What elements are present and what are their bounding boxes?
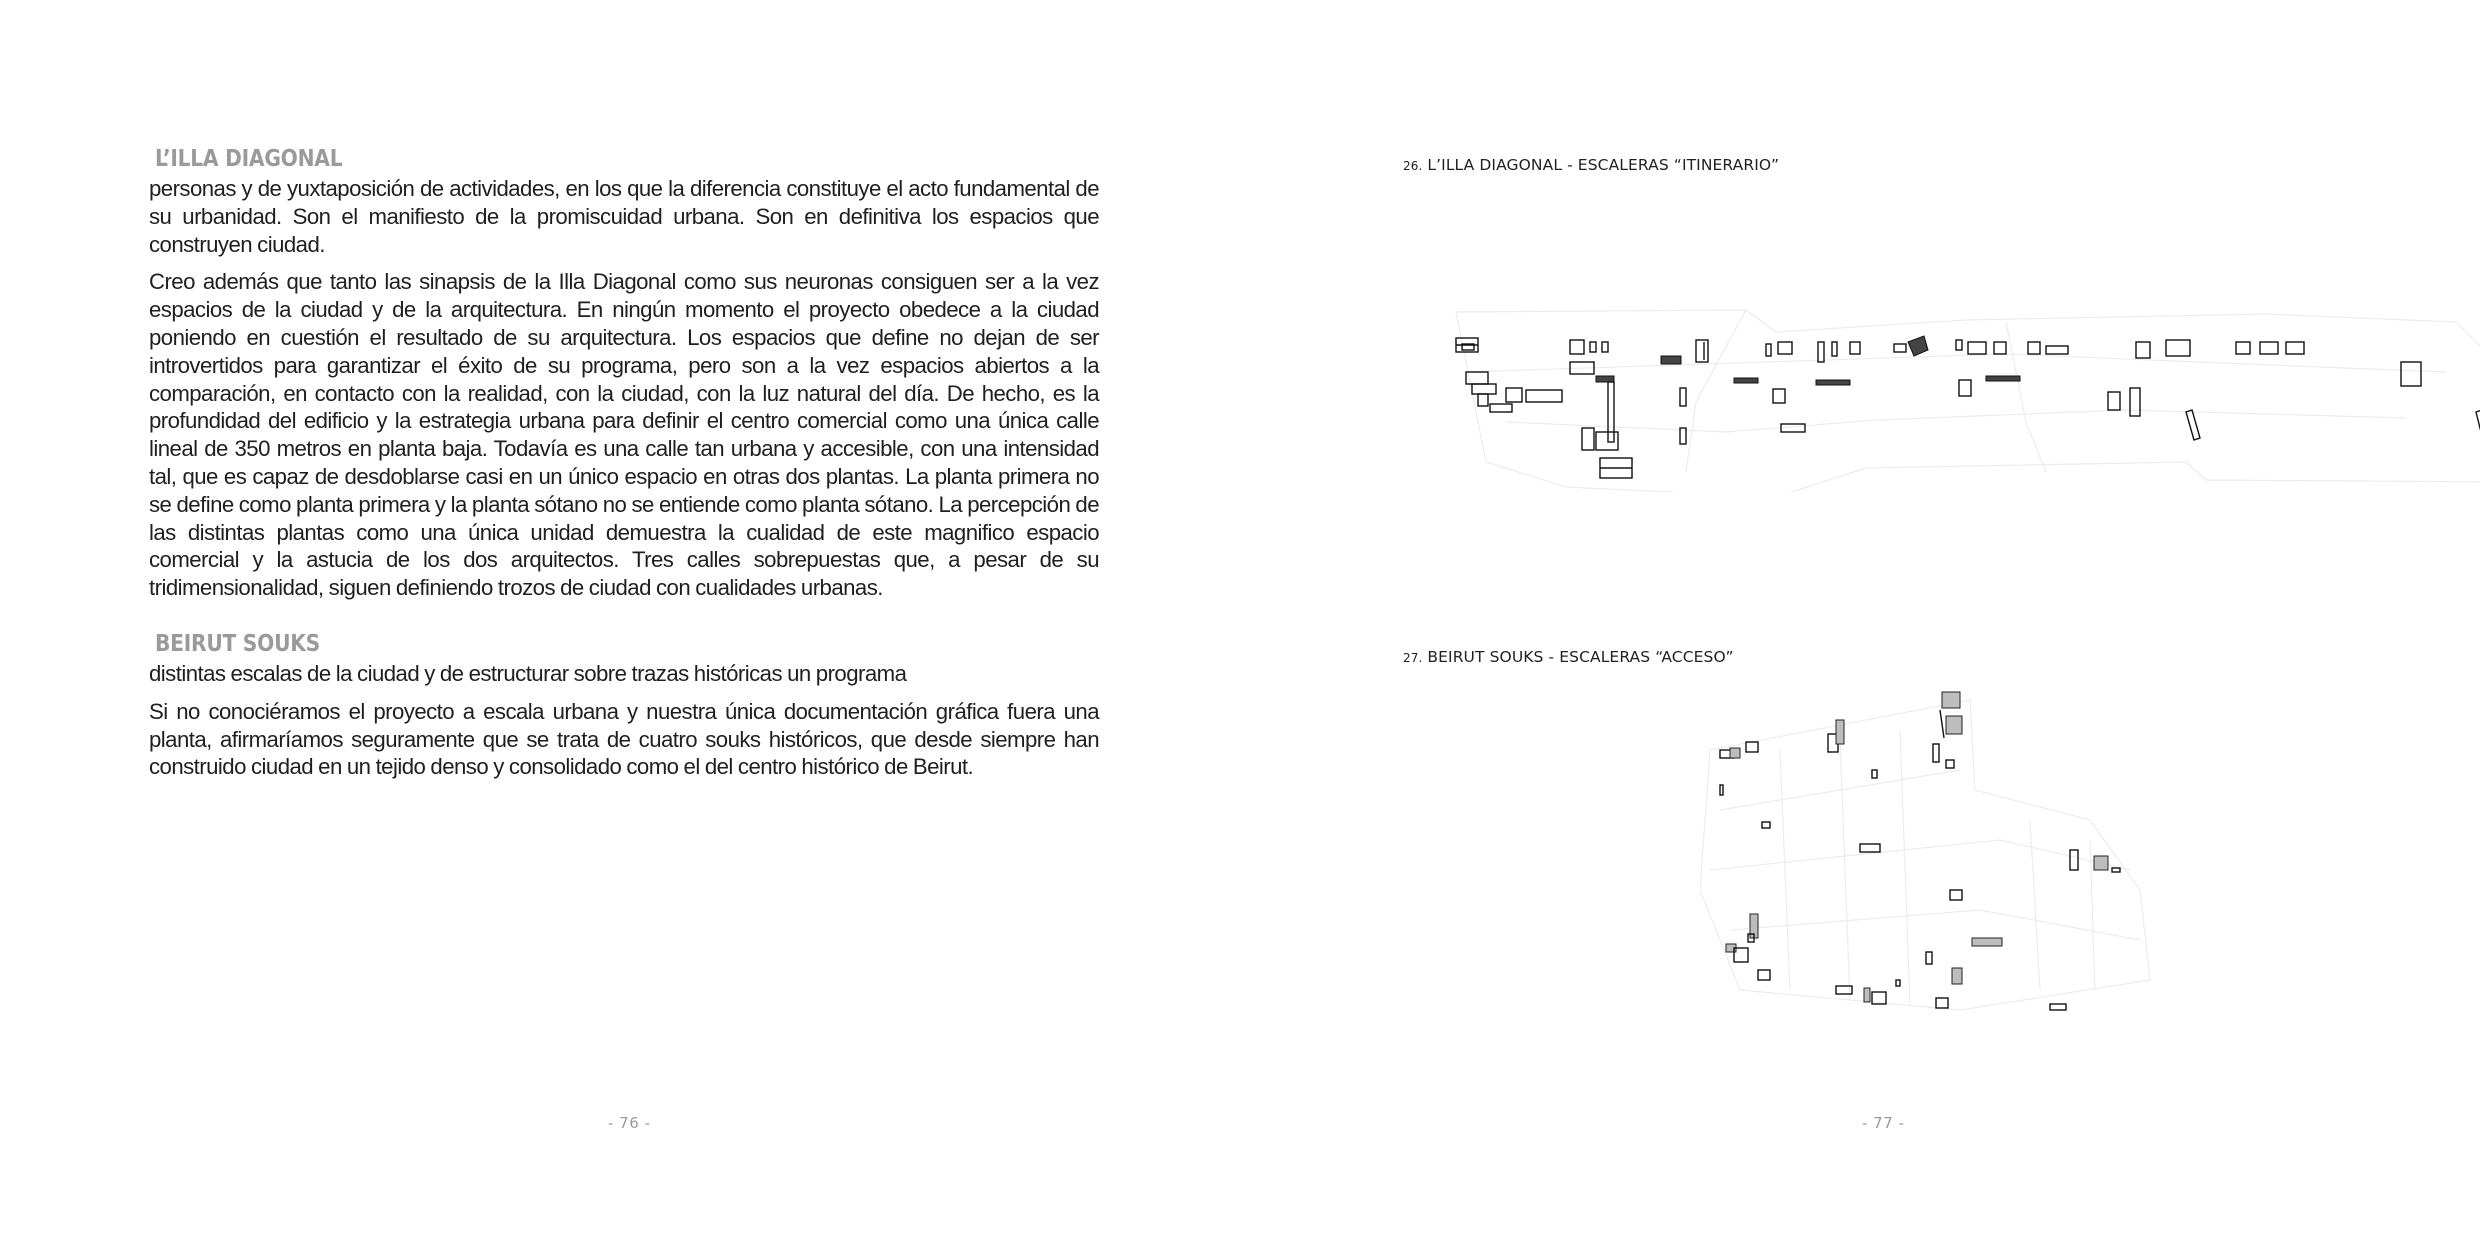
right-page xyxy=(1240,0,2480,1240)
stair-mark xyxy=(1959,380,1971,396)
stair-mark xyxy=(1748,914,1758,942)
paragraph: Creo además que tanto las sinapsis de la Illa Diagonal como sus neuronas consiguen ser a la vez espacios de la ciudad y de la arquitectura. En ningún momento el proyecto obedece a la ciudad poniendo en cuestión el resultado de su arquitectura. Los espacios que define no dejan de ser introvertidos para garantizar el éxito de su programa, pero son a la vez espacios abiertos a la comparación, en contacto con la realidad, con la ciudad, con la luz natural del día. De hecho, es la profundidad del edificio y la estrategia urbana para definir el centro comercial como una única calle lineal de 350 metros en planta baja. Todavía es una calle tan urbana y accesible, con una intensidad tal, que es capaz de desdoblarse casi en un único espacio en otras dos plantas. La planta primera no se define como planta primera y la planta sótano no se entiende como planta sótano. La percepción de las distintas plantas como una única unidad demuestra la cualidad de este magnifico espacio comercial y la astucia de los dos arquitectos. Tres calles sobrepuestas que, a pesar de su tridimensionalidad, siguen definiendo trozos de ciudad con cualidades urbanas. xyxy=(149,269,1099,601)
section-beirut-souks xyxy=(149,628,1099,781)
stair-mark xyxy=(1864,988,1886,1004)
stair-mark xyxy=(2050,1004,2066,1010)
stair-mark xyxy=(1726,944,1748,962)
stair-mark xyxy=(1940,692,1962,738)
section-illa-diagonal xyxy=(149,143,1099,602)
stair-mark xyxy=(1582,376,1618,450)
stair-mark xyxy=(2476,410,2480,476)
figure-number: 27. xyxy=(1403,651,1423,665)
stair-mark xyxy=(1986,376,2020,381)
paragraph: personas y de yuxtaposición de actividades, en los que la diferencia constituye el acto fundamental de su urbanidad. Son el manifiesto de la promiscuidad urbana. Son en definitiva los espacios que construyen ciudad. xyxy=(149,176,1099,257)
stair-mark xyxy=(1762,822,1770,828)
figure-caption-text: L’ILLA DIAGONAL - ESCALERAS “ITINERARIO” xyxy=(1427,156,1780,174)
text-column xyxy=(149,143,1099,791)
stair-mark xyxy=(1758,970,1770,980)
stair-mark xyxy=(1894,336,1928,356)
staircase-plan-drawing xyxy=(1700,690,2200,1030)
stair-mark xyxy=(1781,424,1805,432)
stair-mark xyxy=(2070,850,2120,872)
stair-mark xyxy=(1896,980,1900,986)
stair-mark xyxy=(1720,785,1723,795)
stair-mark xyxy=(1860,844,1880,852)
stair-mark xyxy=(1933,744,1954,768)
figure-caption xyxy=(1403,156,1779,174)
paragraph: distintas escalas de la ciudad y de estructurar sobre trazas históricas un programa xyxy=(149,660,907,686)
staircase-plan-drawing xyxy=(1446,292,2480,492)
stair-mark xyxy=(1872,770,1877,778)
section-heading: BEIRUT SOUKS xyxy=(155,630,320,657)
stair-mark xyxy=(1734,378,1758,383)
stair-mark xyxy=(2401,362,2421,386)
stair-mark xyxy=(2136,340,2190,358)
figure-caption-text: BEIRUT SOUKS - ESCALERAS “ACCESO” xyxy=(1427,648,1734,666)
stair-mark xyxy=(2186,410,2200,440)
section-heading: L’ILLA DIAGONAL xyxy=(155,146,343,172)
figure-illa-diagonal-stairs-plan xyxy=(1446,292,2480,492)
stair-mark xyxy=(1952,968,1962,984)
stair-mark xyxy=(1600,458,1632,478)
stair-mark xyxy=(1466,372,1562,412)
page-number: - 77 - xyxy=(1862,1114,1905,1132)
stair-mark xyxy=(1456,338,1478,352)
stair-mark xyxy=(1773,389,1785,403)
stair-mark xyxy=(1816,380,1850,385)
stair-mark xyxy=(1926,952,1932,964)
figure-caption xyxy=(1403,648,1734,666)
page-number: - 76 - xyxy=(608,1114,651,1132)
stair-mark xyxy=(2236,342,2304,354)
paragraph: Si no conociéramos el proyecto a escala urbana y nuestra única documentación gráfica fuera una planta, afirmaríamos seguramente que se trata de cuatro souks históricos, que desde siempre han construido ciudad en un tejido denso y consolidado como el del centro histórico de Beirut. xyxy=(149,698,1099,780)
stair-mark xyxy=(2108,388,2140,416)
figure-number: 26. xyxy=(1403,159,1423,173)
stair-mark xyxy=(1661,356,1681,364)
stair-mark xyxy=(1680,388,1686,444)
stair-mark xyxy=(1828,720,1844,752)
stair-mark xyxy=(1696,340,1708,362)
figure-beirut-souks-stairs-plan xyxy=(1700,690,2200,1030)
stair-mark xyxy=(1936,998,1948,1008)
stair-mark xyxy=(1972,938,2002,946)
stair-mark xyxy=(1950,890,1962,900)
